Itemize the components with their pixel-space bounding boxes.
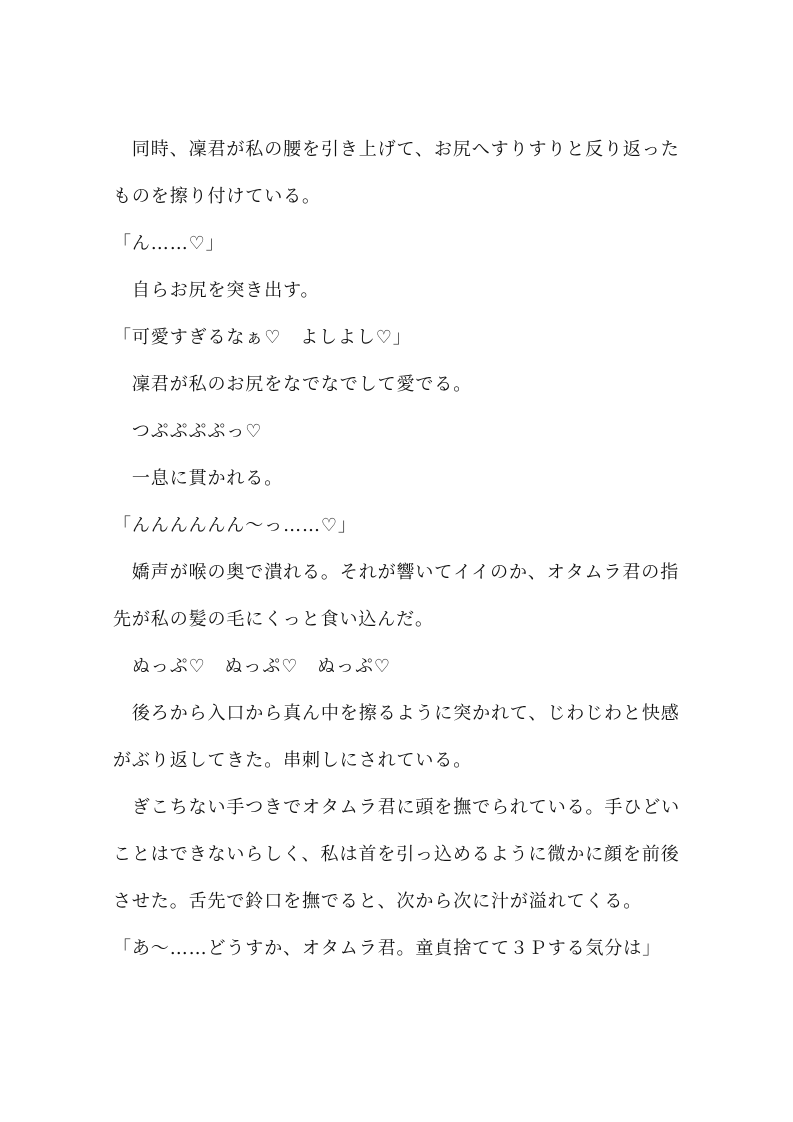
text-line: 同時、凜君が私の腰を引き上げて、お尻へすりすりと反り返った [113, 139, 680, 160]
text-line: 凜君が私のお尻をなでなでして愛でる。 [113, 374, 473, 395]
novel-text-body [113, 140, 683, 986]
text-line: 「あ〜……どうすか、オタムラ君。童貞捨てて３Ｐする気分は」 [113, 938, 662, 959]
text-line: 後ろから入口から真ん中を擦るように突かれて、じわじわと快感 [113, 703, 680, 724]
text-line: 一息に貫かれる。 [113, 468, 284, 489]
text-line: ぬっぷ♡ ぬっぷ♡ ぬっぷ♡ [113, 656, 391, 677]
text-line: ものを擦り付けている。 [113, 186, 321, 207]
text-line: ことはできないらしく、私は首を引っ込めるように微かに顔を前後 [113, 844, 680, 865]
text-line: 自らお尻を突き出す。 [113, 280, 320, 301]
text-line: ぎこちない手つきでオタムラ君に頭を撫でられている。手ひどい [113, 797, 680, 818]
text-line: がぶり返してきた。串刺しにされている。 [113, 750, 473, 771]
text-line: 「んんんんんん〜っ……♡」 [113, 515, 357, 536]
text-line: させた。舌先で鈴口を撫でると、次から次に汁が溢れてくる。 [113, 891, 643, 912]
text-line: 嬌声が喉の奥で潰れる。それが響いてイイのか、オタムラ君の指 [113, 562, 680, 583]
text-line: 「可愛すぎるなぁ♡ よしよし♡」 [113, 327, 412, 348]
text-line: 先が私の髪の毛にくっと食い込んだ。 [113, 609, 434, 630]
text-line: つぷぷぷぷっ♡ [113, 421, 263, 442]
text-line: 「ん……♡」 [113, 233, 225, 254]
